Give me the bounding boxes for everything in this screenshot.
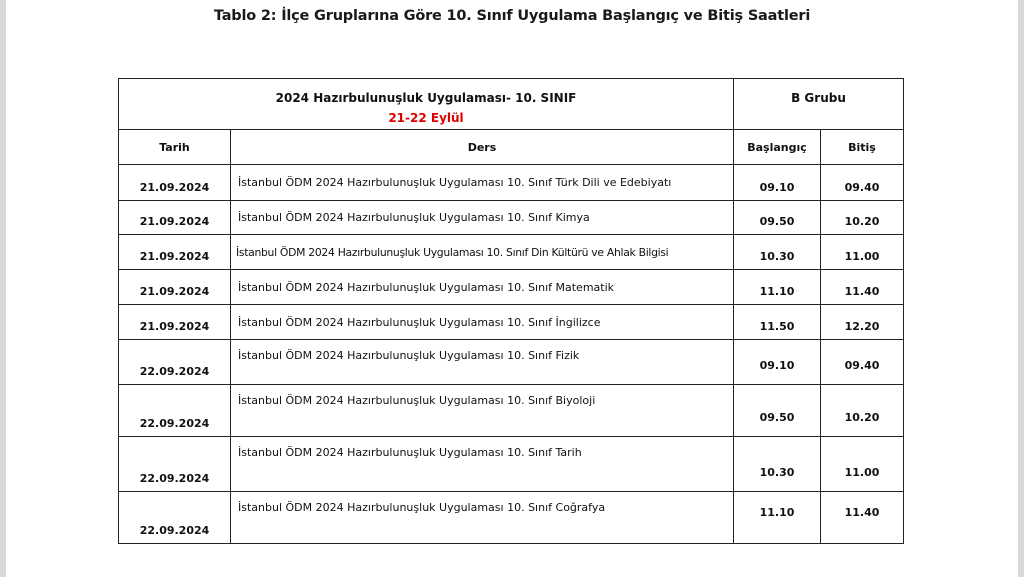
column-header-date: Tarih [119, 130, 231, 165]
row-start-time: 09.50 [734, 201, 821, 235]
row-course: İstanbul ÖDM 2024 Hazırbulunuşluk Uygulaması 10. Sınıf Biyoloji [231, 385, 734, 437]
group-header-label: B Grubu [791, 91, 846, 105]
document-page [6, 0, 1018, 577]
row-date: 22.09.2024 [119, 340, 231, 385]
row-date: 22.09.2024 [119, 437, 231, 492]
table-row [119, 385, 904, 437]
row-course: İstanbul ÖDM 2024 Hazırbulunuşluk Uygulaması 10. Sınıf Tarih [231, 437, 734, 492]
row-date: 21.09.2024 [119, 201, 231, 235]
row-start-time: 09.50 [734, 385, 821, 437]
row-end-time: 09.40 [821, 165, 904, 201]
row-course: İstanbul ÖDM 2024 Hazırbulunuşluk Uygulaması 10. Sınıf İngilizce [231, 305, 734, 340]
row-course: İstanbul ÖDM 2024 Hazırbulunuşluk Uygulaması 10. Sınıf Türk Dili ve Edebiyatı [231, 165, 734, 201]
table-row [119, 492, 904, 544]
row-course: İstanbul ÖDM 2024 Hazırbulunuşluk Uygulaması 10. Sınıf Fizik [231, 340, 734, 385]
table-row [119, 165, 904, 201]
row-end-time: 11.00 [821, 235, 904, 270]
column-header-course: Ders [231, 130, 734, 165]
row-end-time: 12.20 [821, 305, 904, 340]
row-start-time: 09.10 [734, 165, 821, 201]
row-end-time: 11.00 [821, 437, 904, 492]
row-end-time: 11.40 [821, 270, 904, 305]
table-row [119, 340, 904, 385]
column-header-end: Bitiş [821, 130, 904, 165]
row-date: 21.09.2024 [119, 235, 231, 270]
row-course: İstanbul ÖDM 2024 Hazırbulunuşluk Uygulaması 10. Sınıf Din Kültürü ve Ahlak Bilgisi [231, 235, 734, 270]
table-row [119, 235, 904, 270]
table-header-dates: 21-22 Eylül [388, 111, 464, 125]
row-date: 21.09.2024 [119, 165, 231, 201]
table-header-title-cell [119, 79, 734, 130]
table-header-title: 2024 Hazırbulunuşluk Uygulaması- 10. SINIF [275, 91, 577, 105]
row-start-time: 11.50 [734, 305, 821, 340]
column-header-start: Başlangıç [734, 130, 821, 165]
row-start-time: 10.30 [734, 437, 821, 492]
row-course: İstanbul ÖDM 2024 Hazırbulunuşluk Uygulaması 10. Sınıf Coğrafya [231, 492, 734, 544]
row-date: 21.09.2024 [119, 305, 231, 340]
row-date: 22.09.2024 [119, 492, 231, 544]
row-course: İstanbul ÖDM 2024 Hazırbulunuşluk Uygulaması 10. Sınıf Kimya [231, 201, 734, 235]
row-start-time: 09.10 [734, 340, 821, 385]
row-start-time: 11.10 [734, 270, 821, 305]
row-course: İstanbul ÖDM 2024 Hazırbulunuşluk Uygulaması 10. Sınıf Matematik [231, 270, 734, 305]
group-header-cell [734, 79, 904, 130]
row-start-time: 11.10 [734, 492, 821, 544]
row-end-time: 11.40 [821, 492, 904, 544]
table-row [119, 305, 904, 340]
row-end-time: 10.20 [821, 201, 904, 235]
column-header-row [119, 130, 904, 165]
row-date: 21.09.2024 [119, 270, 231, 305]
table-row [119, 270, 904, 305]
table-row [119, 437, 904, 492]
row-start-time: 10.30 [734, 235, 821, 270]
row-end-time: 10.20 [821, 385, 904, 437]
row-date: 22.09.2024 [119, 385, 231, 437]
schedule-table [118, 78, 904, 544]
document-title: Tablo 2: İlçe Gruplarına Göre 10. Sınıf Uygulama Başlangıç ve Bitiş Saatleri [213, 8, 811, 24]
table-row [119, 201, 904, 235]
table-header-row [119, 79, 904, 130]
row-end-time: 09.40 [821, 340, 904, 385]
